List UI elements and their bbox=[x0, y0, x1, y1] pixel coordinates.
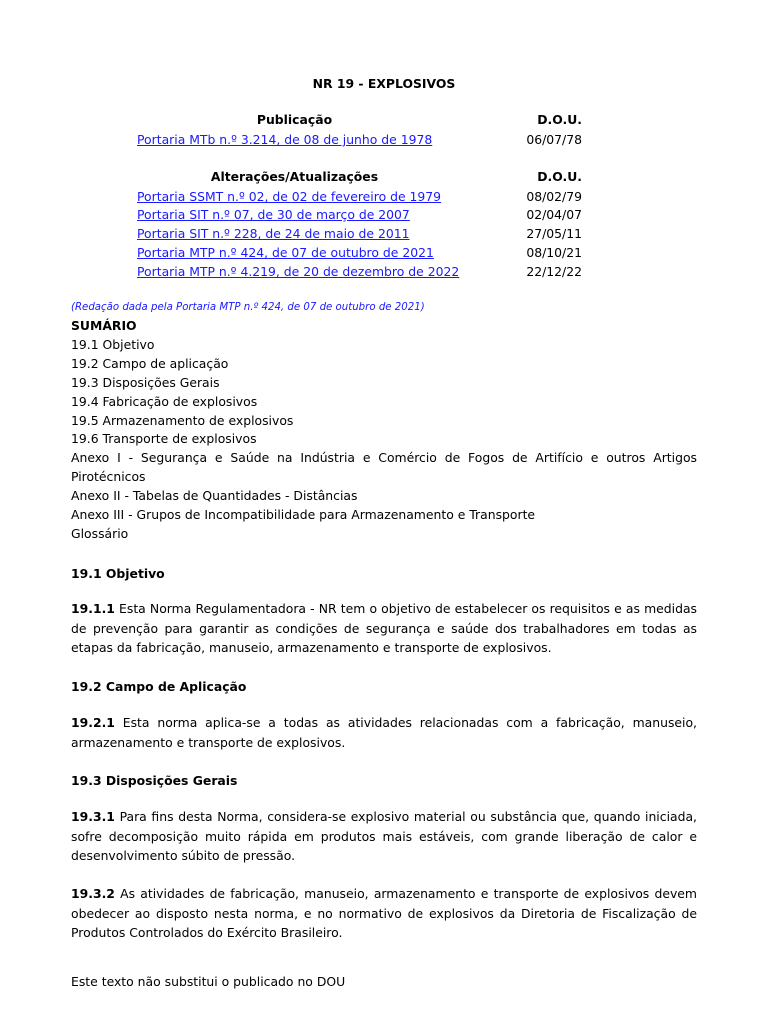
summary-item: 19.3 Disposições Gerais bbox=[71, 374, 220, 390]
publication-header bbox=[137, 111, 582, 129]
paragraph bbox=[71, 599, 697, 658]
alterations-header bbox=[137, 168, 582, 186]
paragraph-text: Esta Norma Regulamentadora - NR tem o objetivo de estabelecer os requisitos e as medidas de prevenção para garantir as condições de segurança e saúde dos trabalhadores em todas as etapas da fabricação, manuseio, armazenamento e transporte de explosivos. bbox=[71, 601, 697, 656]
summary bbox=[71, 317, 697, 544]
summary-item: Pirotécnicos bbox=[71, 469, 146, 485]
alteration-row bbox=[137, 225, 582, 243]
summary-item: Anexo I - Segurança e Saúde na Indústria e Comércio de Fogos de Artifício e outros Artigos bbox=[71, 450, 697, 466]
publication-header-label: Publicação bbox=[256, 112, 333, 127]
alteration-link[interactable]: Portaria MTP n.º 4.219, de 20 de dezembro de 2022 bbox=[137, 264, 460, 279]
alterations-dou-header: D.O.U. bbox=[537, 169, 582, 184]
paragraph bbox=[71, 807, 697, 866]
summary-item: 19.2 Campo de aplicação bbox=[71, 355, 229, 371]
alteration-link[interactable]: Portaria SIT n.º 07, de 30 de março de 2007 bbox=[137, 207, 410, 222]
summary-item: Anexo II - Tabelas de Quantidades - Distâncias bbox=[71, 488, 358, 504]
paragraph-number: 19.2.1 bbox=[71, 715, 115, 730]
alteration-date: 27/05/11 bbox=[526, 226, 582, 241]
alteration-date: 08/10/21 bbox=[526, 245, 582, 260]
alteration-row bbox=[137, 244, 582, 262]
section-heading: 19.2 Campo de Aplicação bbox=[71, 679, 247, 694]
paragraph bbox=[71, 713, 697, 752]
paragraph bbox=[71, 884, 697, 943]
paragraph-text: As atividades de fabricação, manuseio, armazenamento e transporte de explosivos devem obedecer ao disposto nesta norma, e no normativo de explosivos da Diretoria de Fiscalização de Produtos Controlados do Exército Brasileiro. bbox=[71, 886, 697, 941]
alteration-row bbox=[137, 263, 582, 281]
paragraph-number: 19.1.1 bbox=[71, 601, 115, 616]
summary-item: Anexo III - Grupos de Incompatibilidade para Armazenamento e Transporte bbox=[71, 507, 536, 523]
alteration-link[interactable]: Portaria SIT n.º 228, de 24 de maio de 2011 bbox=[137, 226, 410, 241]
section-heading: 19.3 Disposições Gerais bbox=[71, 773, 238, 788]
summary-item: 19.5 Armazenamento de explosivos bbox=[71, 412, 294, 428]
summary-item: 19.1 Objetivo bbox=[71, 336, 155, 352]
alteration-link[interactable]: Portaria SSMT n.º 02, de 02 de fevereiro de 1979 bbox=[137, 189, 442, 204]
summary-item: Glossário bbox=[71, 525, 129, 541]
alteration-row bbox=[137, 188, 582, 206]
paragraph-number: 19.3.2 bbox=[71, 886, 115, 901]
publication-row bbox=[137, 131, 582, 149]
alteration-date: 08/02/79 bbox=[526, 189, 582, 204]
section-heading: 19.1 Objetivo bbox=[71, 566, 165, 581]
alteration-row bbox=[137, 206, 582, 224]
page-title: NR 19 - EXPLOSIVOS bbox=[312, 76, 456, 91]
publication-date: 06/07/78 bbox=[526, 132, 582, 147]
alteration-date: 02/04/07 bbox=[526, 207, 582, 222]
paragraph-text: Esta norma aplica-se a todas as atividades relacionadas com a fabricação, manuseio, armazenamento e transporte de explosivos. bbox=[71, 715, 697, 750]
alteration-link[interactable]: Portaria MTP n.º 424, de 07 de outubro de 2021 bbox=[137, 245, 434, 260]
paragraph-text: Para fins desta Norma, considera-se explosivo material ou substância que, quando iniciada, sofre decomposição muito rápida em produtos mais estáveis, com grande liberação de calor e desenvolvimento súbito de pressão. bbox=[71, 809, 697, 864]
publication-dou-header: D.O.U. bbox=[537, 112, 582, 127]
summary-item: 19.6 Transporte de explosivos bbox=[71, 431, 257, 447]
alterations-header-label: Alterações/Atualizações bbox=[210, 169, 379, 184]
redaction-note: (Redação dada pela Portaria MTP n.º 424, de 07 de outubro de 2021) bbox=[71, 302, 425, 313]
footer-disclaimer: Este texto não substitui o publicado no DOU bbox=[71, 974, 346, 989]
publication-link[interactable]: Portaria MTb n.º 3.214, de 08 de junho de 1978 bbox=[137, 132, 433, 147]
summary-title: SUMÁRIO bbox=[71, 318, 137, 333]
paragraph-number: 19.3.1 bbox=[71, 809, 115, 824]
summary-item: 19.4 Fabricação de explosivos bbox=[71, 393, 258, 409]
alteration-date: 22/12/22 bbox=[526, 264, 582, 279]
